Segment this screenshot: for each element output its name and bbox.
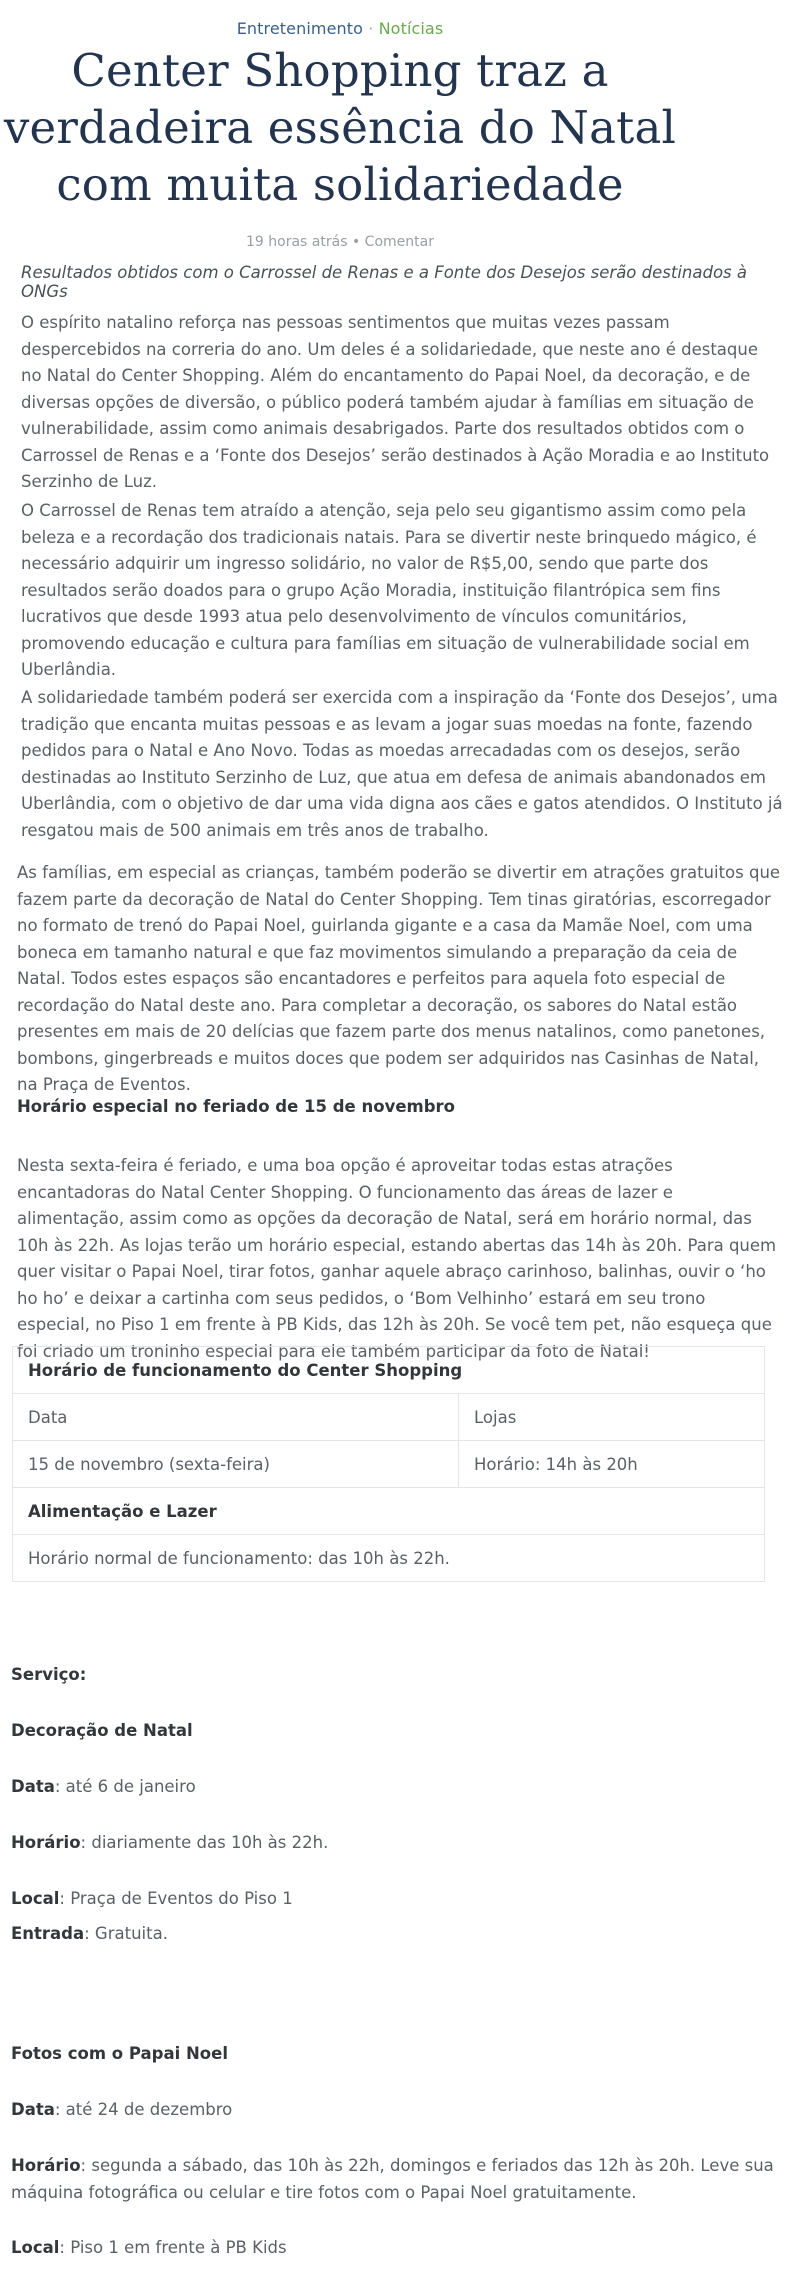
photos-place-value: Piso 1 em frente à PB Kids xyxy=(64,2238,287,2257)
table-cell-stores-label: Lojas xyxy=(459,1394,765,1441)
article-meta xyxy=(0,234,680,250)
photos-date-value: até 24 de dezembro xyxy=(60,2100,233,2119)
photos-date-label: Data xyxy=(11,2100,55,2119)
photos-date: Data: até 24 de dezembro xyxy=(11,2100,233,2119)
article-subtitle: Resultados obtidos com o Carrossel de Renas e a Fonte dos Desejos serão destinados à ONGs xyxy=(21,263,748,301)
table-row xyxy=(13,1394,765,1441)
service-heading: Serviço: xyxy=(11,1665,87,1684)
decoration-entry-value: Gratuita. xyxy=(89,1924,168,1943)
decoration-date-value: até 6 de janeiro xyxy=(60,1777,196,1796)
paragraph-intro: O espírito natalino reforça nas pessoas sentimentos que muitas vezes passam despercebidos na correria do ano. Um deles é a solidariedade, que neste ano é destaque no Natal do Center Shopping. Além do encantamento do Papai Noel, da decoração, e de diversas opções de diversão, o público poderá também ajudar à famílias em situação de vulnerabilidade, assim como animais desabrigados. Parte dos resultados obtidos com o Carrossel de Renas e a ‘Fonte dos Desejos’ serão destinados à Ação Moradia e ao Instituto Serzinho de Luz. xyxy=(21,313,770,491)
paragraph-familias: As famílias, em especial as crianças, também poderão se divertir em atrações gratuitos que fazem parte da decoração de Natal do Center Shopping. Tem tinas giratórias, escorregador no formato de trenó do Papai Noel, guirlanda gigante e a casa da Mamãe Noel, com uma boneca em tamanho natural e que faz movimentos simulando a preparação da ceia de Natal. Todos estes espaços são encantadores e perfeitos para aquela foto especial de recordação do Natal deste ano. Para completar a decoração, os sabores do Natal estão presentes em mais de 20 delícias que fazem parte dos menus natalinos, como panetones, bombons, gingerbreads e muitos doces que podem ser adquiridos nas Casinhas de Natal, na Praça de Eventos. xyxy=(17,863,781,1094)
decoration-date: Data: até 6 de janeiro xyxy=(11,1777,196,1796)
article-title: Center Shopping traz a verdadeira essência do Natal com muita solidariedade xyxy=(3,44,677,211)
publish-time: 19 horas atrás xyxy=(246,234,348,250)
photos-title: Fotos com o Papai Noel xyxy=(11,2044,228,2063)
paragraph-carrossel: O Carrossel de Renas tem atraído a atenção, seja pelo seu gigantismo assim como pela beleza e a recordação dos tradicionais natais. Para se divertir neste brinquedo mágico, é necessário adquirir um ingresso solidário, no valor de R$5,00, sendo que parte dos resultados serão doados para o grupo Ação Moradia, instituição filantrópica sem fins lucrativos que desde 1993 atua pelo desenvolvimento de vínculos comunitários, promovendo educação e cultura para famílias em situação de vulnerabilidade social em Uberlândia. xyxy=(21,501,757,679)
table-cell-date-label: Data xyxy=(13,1394,459,1441)
category-noticias-link[interactable]: Notícias xyxy=(378,19,444,38)
paragraph-feriado: Nesta sexta-feira é feriado, e uma boa opção é aproveitar todas estas atrações encantadoras do Natal Center Shopping. O funcionamento das áreas de lazer e alimentação, assim como as opções da decoração de Natal, será em horário normal, das 10h às 22h. As lojas terão um horário especial, estando abertas das 14h às 20h. Para quem quer visitar o Papai Noel, tirar fotos, ganhar aquele abraço carinhoso, balinhas, ouvir o ‘ho ho ho’ e deixar a cartinha com seus pedidos, o ‘Bom Velhinho’ estará em seu trono especial, no Piso 1 em frente à PB Kids, das 12h às 20h. Se você tem pet, não esqueça que foi criado um troninho especial para ele também participar da foto de Natal! xyxy=(17,1156,777,1361)
decoration-entry-label: Entrada xyxy=(11,1924,85,1943)
table-row xyxy=(13,1347,765,1394)
table-cell-stores-value: Horário: 14h às 20h xyxy=(459,1441,765,1488)
decoration-place-label: Local xyxy=(11,1889,60,1908)
decoration-entry: Entrada: Gratuita. xyxy=(11,1924,168,1943)
holiday-heading: Horário especial no feriado de 15 de novembro xyxy=(17,1097,455,1116)
table-cell-food-hours: Horário normal de funcionamento: das 10h às 22h. xyxy=(13,1535,765,1582)
decoration-place: Local: Praça de Eventos do Piso 1 xyxy=(11,1889,293,1908)
category-line xyxy=(0,19,680,38)
photos-hours: Horário: segunda a sábado, das 10h às 22h, domingos e feriados das 12h às 20h. Leve sua máquina fotográfica ou celular e tire fotos com o Papai Noel gratuitamente. xyxy=(11,2156,774,2202)
decoration-place-value: Praça de Eventos do Piso 1 xyxy=(64,1889,293,1908)
category-separator: · xyxy=(368,19,374,38)
table-cell-date-value: 15 de novembro (sexta-feira) xyxy=(13,1441,459,1488)
decoration-title: Decoração de Natal xyxy=(11,1721,193,1740)
table-row xyxy=(13,1441,765,1488)
decoration-hours: Horário: diariamente das 10h às 22h. xyxy=(11,1833,329,1852)
table-section-cell: Alimentação e Lazer xyxy=(13,1488,765,1535)
table-row xyxy=(13,1535,765,1582)
paragraph-fonte: A solidariedade também poderá ser exercida com a inspiração da ‘Fonte dos Desejos’, uma tradição que encanta muitas pessoas e as levam a jogar suas moedas na fonte, fazendo pedidos para o Natal e Ano Novo. Todas as moedas arrecadadas com os desejos, serão destinadas ao Instituto Serzinho de Luz, que atua em defesa de animais abandonados em Uberlândia, com o objetivo de dar uma vida digna aos cães e gatos atendidos. O Instituto já resgatou mais de 500 animais em três anos de trabalho. xyxy=(21,688,783,840)
decoration-hours-label: Horário xyxy=(11,1833,81,1852)
photos-hours-label: Horário xyxy=(11,2156,81,2175)
category-entretenimento-link[interactable]: Entretenimento xyxy=(236,19,364,38)
table-row xyxy=(13,1488,765,1535)
decoration-hours-value: diariamente das 10h às 22h. xyxy=(86,1833,329,1852)
photos-place-label: Local xyxy=(11,2238,60,2257)
hours-table xyxy=(12,1346,765,1582)
table-header-cell: Horário de funcionamento do Center Shopping xyxy=(13,1347,765,1394)
meta-separator: • xyxy=(351,234,361,250)
comment-link[interactable]: Comentar xyxy=(364,234,434,250)
photos-hours-value: segunda a sábado, das 10h às 22h, domingos e feriados das 12h às 20h. Leve sua máquina fotográfica ou celular e tire fotos com o Papai Noel gratuitamente. xyxy=(11,2156,774,2202)
decoration-date-label: Data xyxy=(11,1777,55,1796)
photos-place: Local: Piso 1 em frente à PB Kids xyxy=(11,2238,287,2257)
